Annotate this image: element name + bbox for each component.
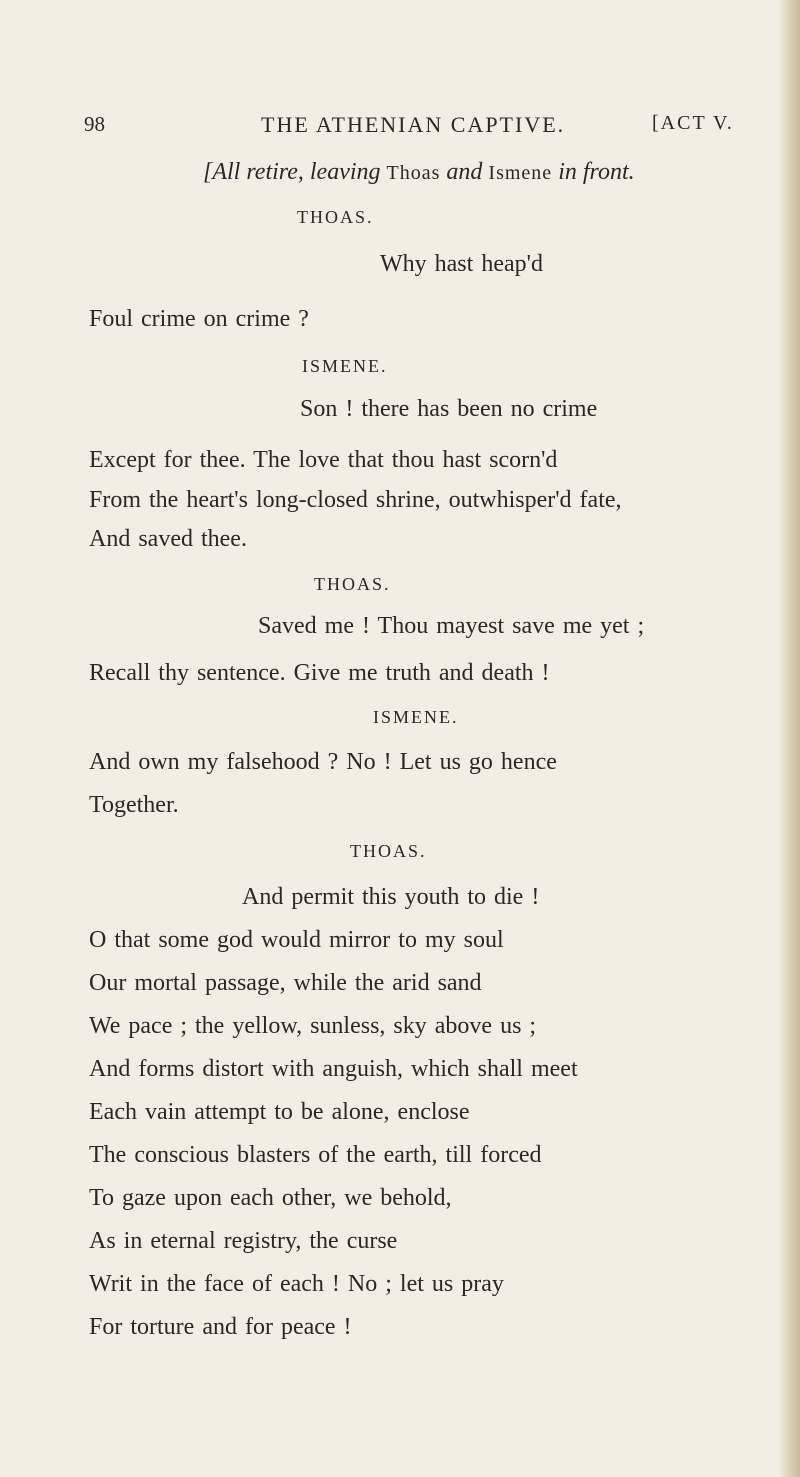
- verse-line: Foul crime on crime ?: [89, 306, 309, 332]
- verse-line: Except for thee. The love that thou hast scorn'd: [89, 447, 558, 473]
- verse-line: And saved thee.: [89, 526, 247, 552]
- speaker-name: THOAS.: [314, 574, 391, 594]
- page-number: 98: [84, 112, 105, 136]
- stage-direction: [203, 159, 635, 186]
- verse-line: Why hast heap'd: [380, 251, 543, 277]
- stage-direction-end: in front.: [558, 159, 635, 185]
- verse-line: Writ in the face of each ! No ; let us pray: [89, 1271, 504, 1297]
- character-name-ismene: Ismene: [488, 162, 553, 184]
- verse-line: Son ! there has been no crime: [300, 396, 598, 422]
- verse-line: The conscious blasters of the earth, till forced: [89, 1142, 542, 1168]
- verse-line: And permit this youth to die !: [242, 884, 540, 910]
- verse-line: Together.: [89, 792, 179, 818]
- character-name-thoas: Thoas: [386, 162, 441, 184]
- speaker-name: ISMENE.: [373, 707, 459, 727]
- speaker-name: THOAS.: [350, 841, 427, 861]
- verse-line: And forms distort with anguish, which shall meet: [89, 1056, 578, 1082]
- running-title: THE ATHENIAN CAPTIVE.: [261, 112, 566, 137]
- verse-line: From the heart's long-closed shrine, outwhisper'd fate,: [89, 487, 622, 513]
- stage-direction-text: All retire, leaving: [212, 159, 381, 185]
- verse-line: We pace ; the yellow, sunless, sky above us ;: [89, 1013, 537, 1039]
- page-edge: [778, 0, 800, 1477]
- stage-direction-bracket: [: [203, 159, 213, 185]
- speaker-name: THOAS.: [297, 207, 374, 227]
- verse-line: To gaze upon each other, we behold,: [89, 1185, 452, 1211]
- act-label: [ACT V.: [652, 112, 734, 134]
- speaker-name: ISMENE.: [302, 356, 388, 376]
- page-header: [0, 112, 800, 142]
- verse-line: Our mortal passage, while the arid sand: [89, 970, 482, 996]
- verse-line: Recall thy sentence. Give me truth and death !: [89, 660, 550, 686]
- verse-line: Each vain attempt to be alone, enclose: [89, 1099, 470, 1125]
- stage-direction-and: and: [446, 159, 483, 185]
- verse-line: O that some god would mirror to my soul: [89, 927, 504, 953]
- verse-line: For torture and for peace !: [89, 1314, 352, 1340]
- verse-line: As in eternal registry, the curse: [89, 1228, 398, 1254]
- verse-line: Saved me ! Thou mayest save me yet ;: [258, 613, 645, 639]
- verse-line: And own my falsehood ? No ! Let us go hence: [89, 749, 557, 775]
